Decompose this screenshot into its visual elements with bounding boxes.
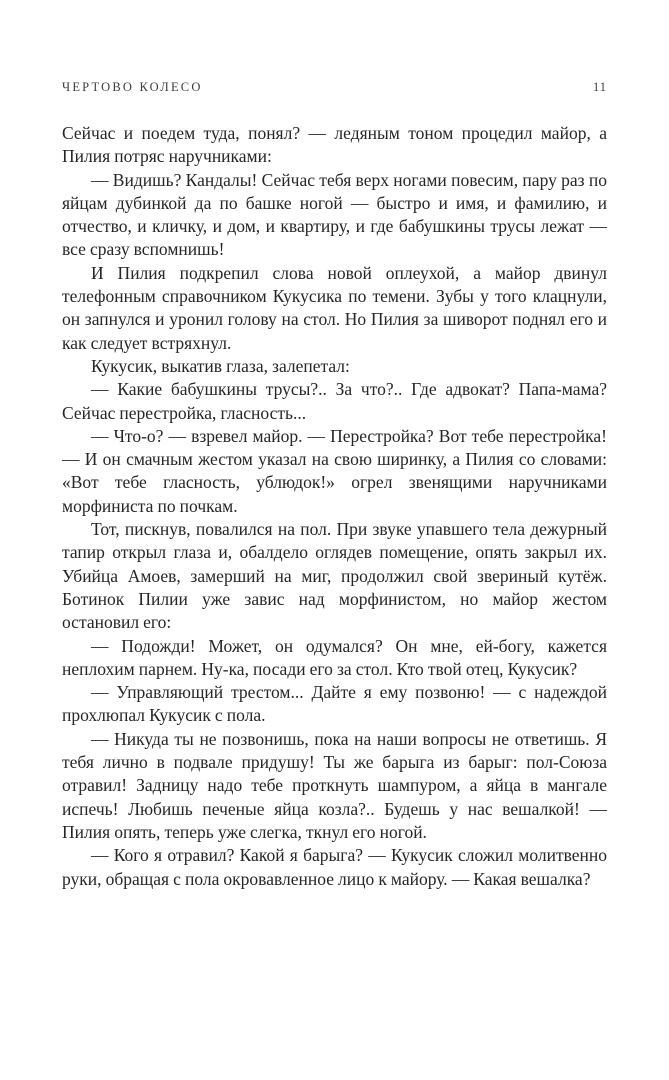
page-number: 11: [592, 80, 607, 94]
paragraph: Сейчас и поедем туда, понял? — ледяным тоном процедил майор, а Пилия потряс наручниками:: [62, 123, 607, 167]
running-head: [62, 80, 607, 95]
running-title: ЧЕРТОВО КОЛЕСО: [62, 80, 203, 94]
paragraph: — Что-о? — взревел майор. — Перестройка? Вот тебе перестройка! — И он смачным жестом указал на свою ширинку, а Пилия со словами: «Вот тебе гласность, ублюдок!» огрел звенящими наручниками морфиниста по почкам.: [62, 425, 607, 516]
paragraph: — Кого я отравил? Какой я барыга? — Кукусик сложил молитвенно руки, обращая с пола окровавленное лицо к майору. — Какая вешалка?: [62, 845, 607, 889]
page-body: [62, 122, 607, 891]
paragraph: И Пилия подкрепил слова новой оплеухой, а майор двинул телефонным справочником Кукусика по темени. Зубы у того клацнули, он запнулся и уронил голову на стол. Но Пилия за шиворот поднял его и как следует встряхнул.: [62, 262, 607, 353]
paragraph: — Подожди! Может, он одумался? Он мне, ей-богу, кажется неплохим парнем. Ну-ка, посади его за стол. Кто твой отец, Кукусик?: [62, 635, 607, 679]
paragraph: Кукусик, выкатив глаза, залепетал:: [91, 355, 350, 376]
paragraph: — Управляющий трестом... Дайте я ему позвоню! — с надеждой прохлюпал Кукусик с пола.: [62, 682, 607, 726]
paragraph: — Никуда ты не позвонишь, пока на наши вопросы не ответишь. Я тебя лично в подвале придушу! Ты же барыга из барыг: пол-Союза отравил! Задницу надо тебе проткнуть шампуром, а яйца в мангале испечь! Любишь печеные яйца козла?.. Будешь у нас вешалкой! — Пилия опять, теперь уже слегка, ткнул его ногой.: [62, 728, 607, 842]
paragraph: Тот, пискнув, повалился на пол. При звуке упавшего тела дежурный тапир открыл глаза и, обалдело оглядев помещение, опять закрыл их. Убийца Амоев, замерший на миг, продолжил свой звериный кутёж. Ботинок Пилии уже завис над морфинистом, но майор жестом остановил его:: [62, 519, 607, 633]
paragraph: — Видишь? Кандалы! Сейчас тебя верх ногами повесим, пару раз по яйцам дубинкой да по башке ногой — быстро и имя, и фамилию, и отчество, и кличку, и дом, и квартиру, и где бабушкины трусы лежат — все сразу вспомнишь!: [62, 169, 607, 260]
paragraph: — Какие бабушкины трусы?.. За что?.. Где адвокат? Папа-мама? Сейчас перестройка, гласность...: [62, 379, 607, 423]
page-content: [62, 80, 607, 891]
